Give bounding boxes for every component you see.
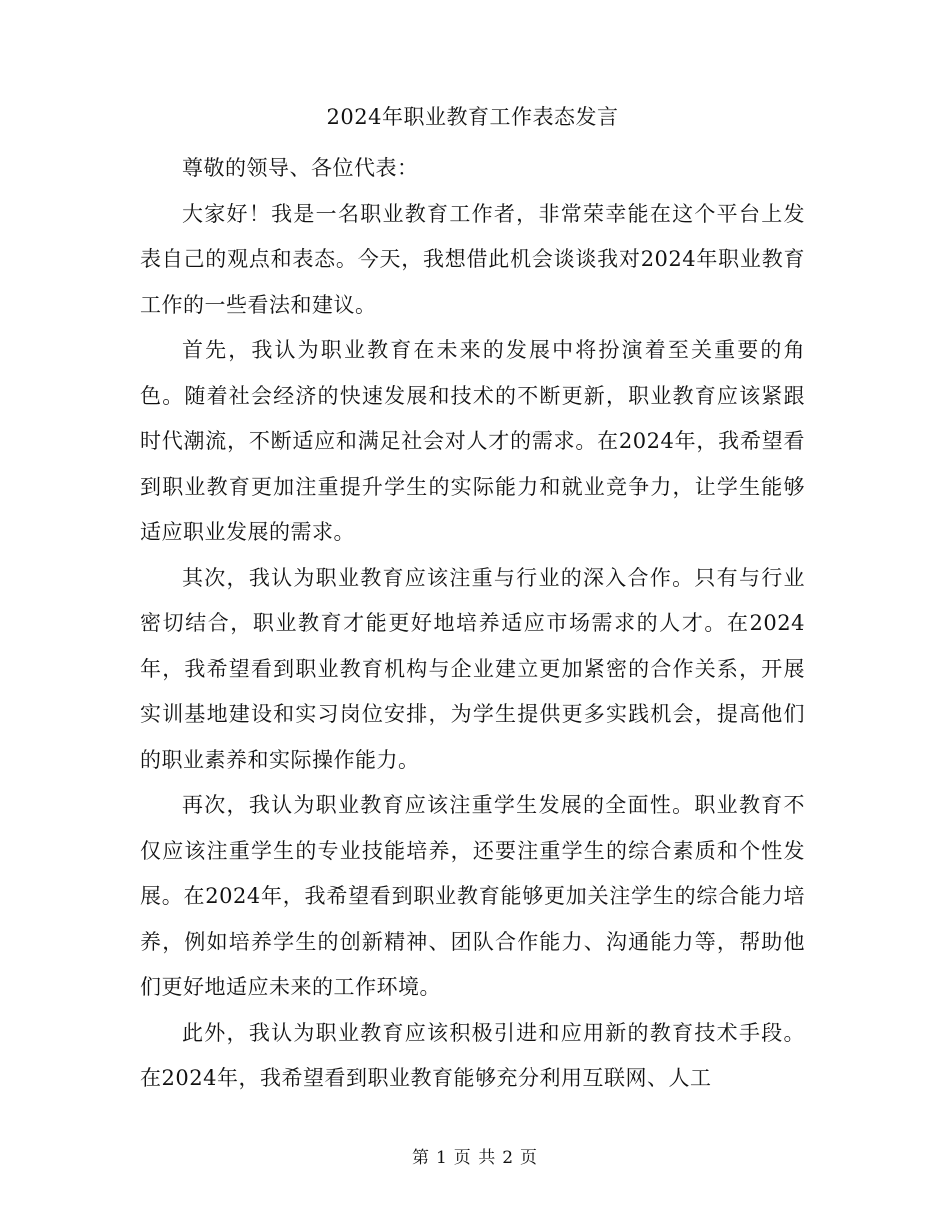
- paragraph-second-point: 其次，我认为职业教育应该注重与行业的深入合作。只有与行业密切结合，职业教育才能更好地培养适应市场需求的人才。在2024年，我希望看到职业教育机构与企业建立更加紧密的合作关系，开展实训基地建设和实习岗位安排，为学生提供更多实践机会，提高他们的职业素养和实际操作能力。: [140, 565, 805, 772]
- salutation: 尊敬的领导、各位代表：: [182, 156, 419, 180]
- current-page-number: 1: [435, 1148, 448, 1168]
- footer-middle: 页 共: [453, 1148, 497, 1168]
- page-footer: [0, 1146, 950, 1170]
- document-title: 2024年职业教育工作表态发言: [326, 105, 619, 129]
- paragraph-third-point: 再次，我认为职业教育应该注重学生发展的全面性。职业教育不仅应该注重学生的专业技能培养，还要注重学生的综合素质和个性发展。在2024年，我希望看到职业教育能够更加关注学生的综合能力培养，例如培养学生的创新精神、团队合作能力、沟通能力等，帮助他们更好地适应未来的工作环境。: [140, 793, 805, 999]
- total-page-count: 2: [502, 1148, 515, 1168]
- document-body: [140, 100, 805, 1102]
- paragraph-greeting: 大家好！我是一名职业教育工作者，非常荣幸能在这个平台上发表自己的观点和表态。今天，我想借此机会谈谈我对2024年职业教育工作的一些看法和建议。: [140, 201, 805, 317]
- paragraph-first-point: 首先，我认为职业教育在未来的发展中将扮演着至关重要的角色。随着社会经济的快速发展和技术的不断更新，职业教育应该紧跟时代潮流，不断适应和满足社会对人才的需求。在2024年，我希望看到职业教育更加注重提升学生的实际能力和就业竞争力，让学生能够适应职业发展的需求。: [140, 338, 805, 544]
- paragraph-fourth-point: 此外，我认为职业教育应该积极引进和应用新的教育技术手段。在2024年，我希望看到职业教育能够充分利用互联网、人工: [140, 1020, 805, 1090]
- footer-prefix: 第: [411, 1148, 430, 1168]
- footer-suffix: 页: [520, 1148, 539, 1168]
